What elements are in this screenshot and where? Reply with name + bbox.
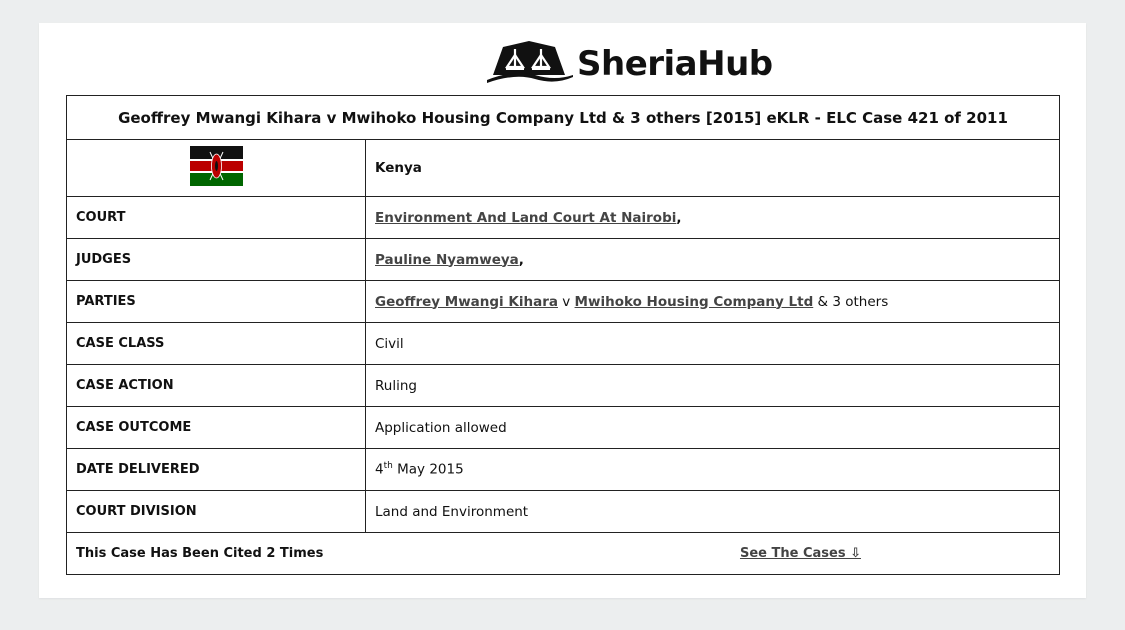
case-outcome-value: Application allowed <box>366 407 1060 449</box>
flag-cell <box>67 140 366 197</box>
see-the-cases-link[interactable]: See The Cases ⇩ <box>739 546 861 561</box>
date-delivered-label: DATE DELIVERED <box>67 449 366 491</box>
case-title-row <box>67 96 1060 140</box>
party2-link[interactable]: Mwihoko Housing Company Ltd <box>574 293 814 310</box>
brand-name: SheriaHub <box>577 44 773 84</box>
date-rest: May 2015 <box>392 461 464 478</box>
judges-label: JUDGES <box>67 239 366 281</box>
sheriahub-logo[interactable] <box>485 40 773 88</box>
others-text: & 3 others <box>813 293 889 310</box>
case-details-table <box>66 95 1060 575</box>
citations-cell <box>67 533 1060 575</box>
judges-suffix: , <box>518 251 524 268</box>
parties-value <box>366 281 1060 323</box>
date-delivered-row <box>67 449 1060 491</box>
case-outcome-row <box>67 407 1060 449</box>
case-action-label: CASE ACTION <box>67 365 366 407</box>
parties-label: PARTIES <box>67 281 366 323</box>
case-outcome-label: CASE OUTCOME <box>67 407 366 449</box>
scales-of-justice-roof-icon <box>485 39 575 89</box>
case-class-value: Civil <box>366 323 1060 365</box>
court-suffix: , <box>676 209 682 226</box>
date-day: 4 <box>375 461 384 478</box>
date-day-suffix: th <box>383 461 393 472</box>
versus-text: v <box>557 293 575 310</box>
court-value <box>366 197 1060 239</box>
case-title: Geoffrey Mwangi Kihara v Mwihoko Housing Company Ltd & 3 others [2015] eKLR - ELC Case 421 of 2011 <box>67 96 1060 140</box>
court-link[interactable]: Environment And Land Court At Nairobi <box>375 209 677 226</box>
country-row <box>67 140 1060 197</box>
case-action-value: Ruling <box>366 365 1060 407</box>
court-division-row <box>67 491 1060 533</box>
court-division-label: COURT DIVISION <box>67 491 366 533</box>
case-class-row <box>67 323 1060 365</box>
court-row <box>67 197 1060 239</box>
case-class-label: CASE CLASS <box>67 323 366 365</box>
judges-value <box>366 239 1060 281</box>
party1-link[interactable]: Geoffrey Mwangi Kihara <box>375 293 558 310</box>
country-name: Kenya <box>366 140 1060 197</box>
citations-row <box>67 533 1060 575</box>
kenya-flag-icon <box>190 146 243 190</box>
court-label: COURT <box>67 197 366 239</box>
court-division-value: Land and Environment <box>366 491 1060 533</box>
judge-link[interactable]: Pauline Nyamweya <box>375 251 519 268</box>
judges-row <box>67 239 1060 281</box>
parties-row <box>67 281 1060 323</box>
case-action-row <box>67 365 1060 407</box>
date-delivered-value <box>366 449 1060 491</box>
citation-count-text: This Case Has Been Cited 2 Times <box>76 546 324 561</box>
